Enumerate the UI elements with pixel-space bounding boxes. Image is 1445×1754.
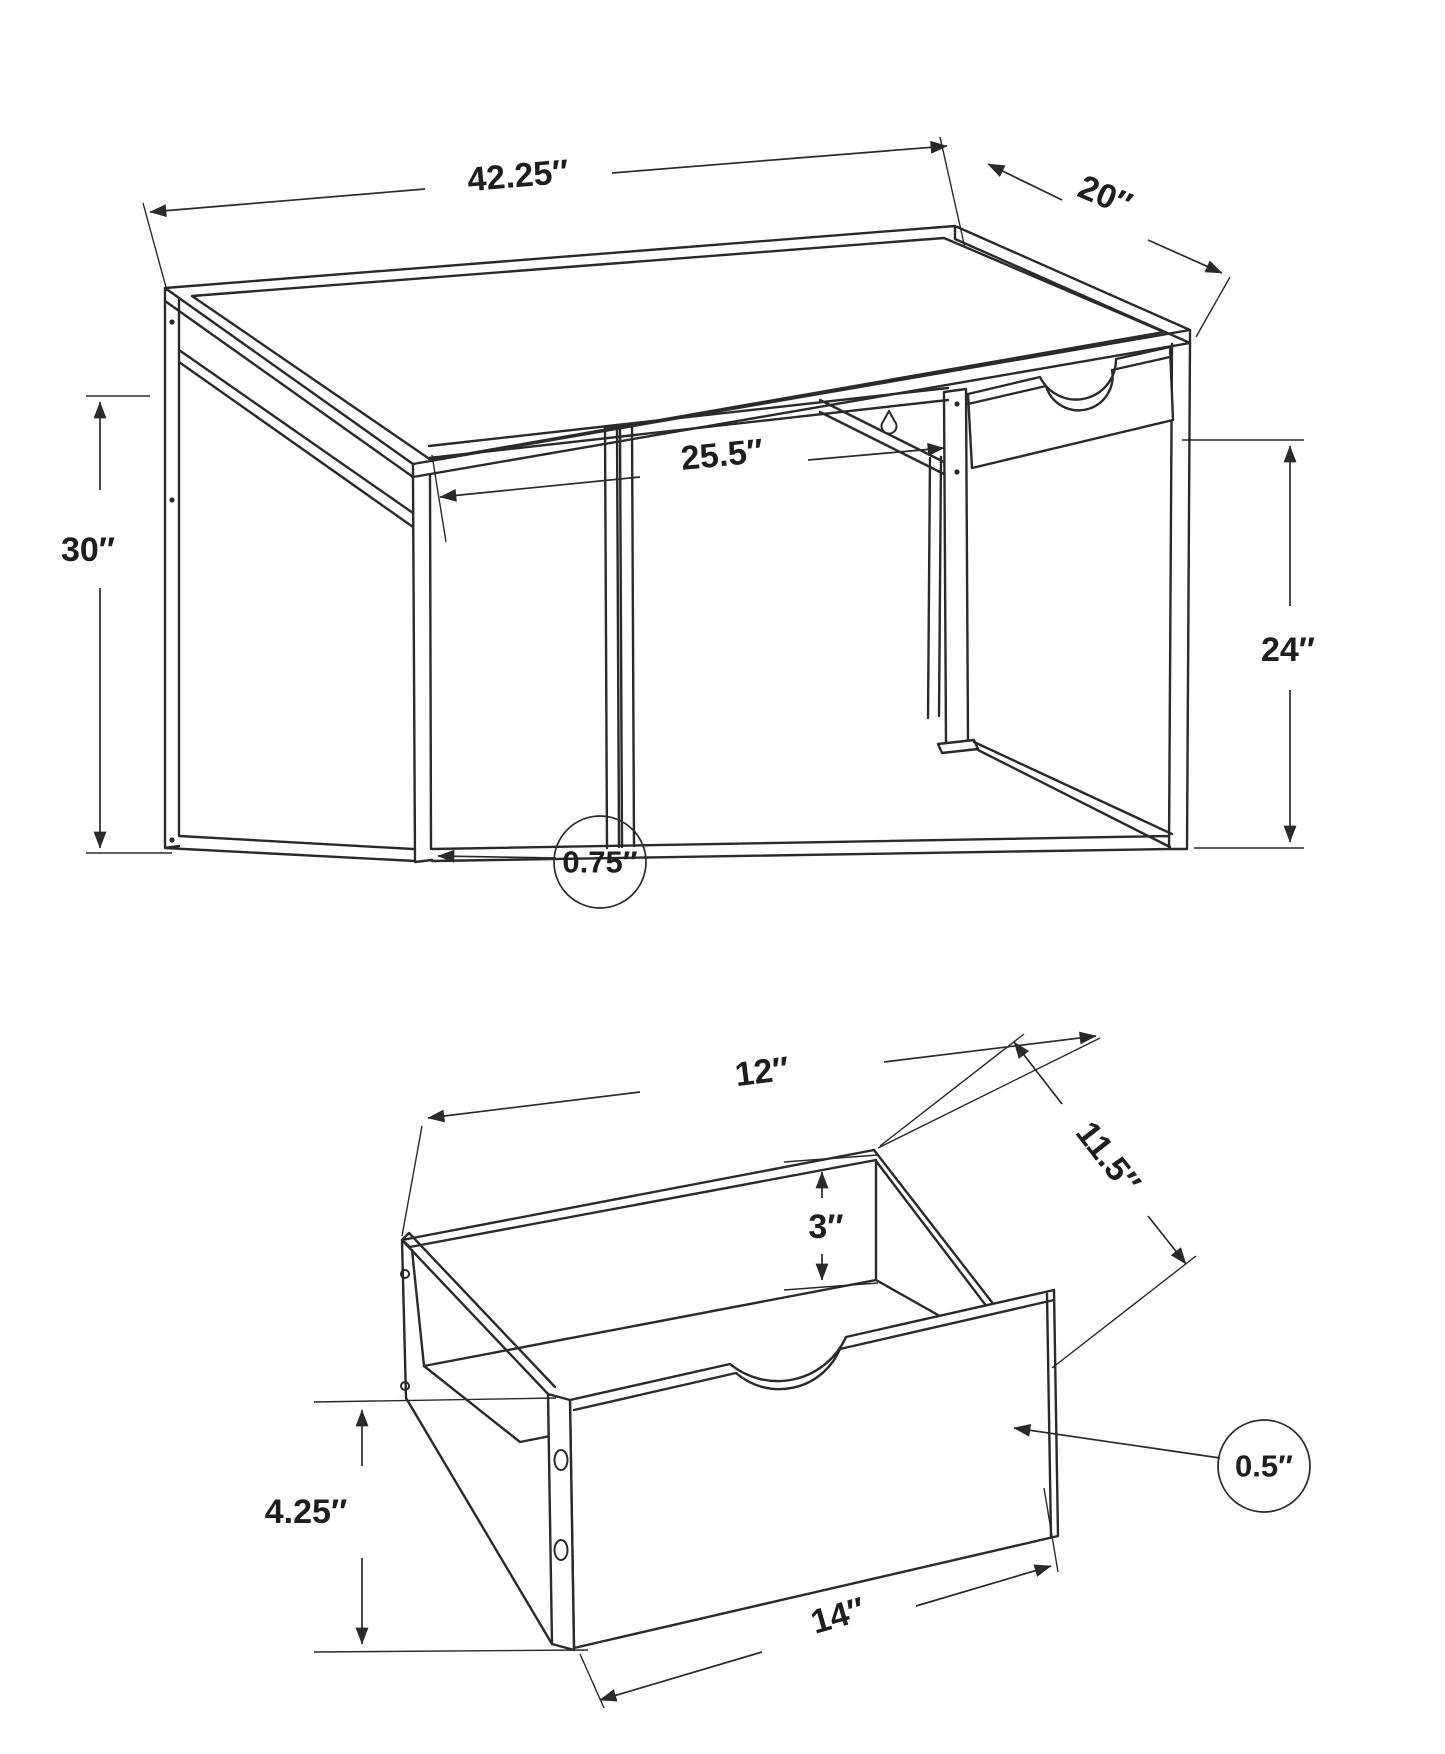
- dimension-line: [150, 189, 425, 212]
- dim-label-back-height: 3″: [808, 1208, 844, 1246]
- keyhole-fitting-icon: [882, 411, 897, 434]
- dimension-line: [428, 1092, 640, 1118]
- extension-line: [86, 396, 172, 853]
- dim-desk-height: [61, 396, 172, 853]
- dim-label-depth: 11.5″: [1068, 1114, 1148, 1202]
- rivet-dot: [169, 319, 174, 324]
- drawer-figure: [265, 1034, 1310, 1708]
- dim-label-leg-clearance: 24″: [1260, 631, 1316, 669]
- dimension-line: [1014, 1042, 1062, 1104]
- extension-line: [1196, 277, 1230, 337]
- dim-label-frame-thickness: 0.75″: [562, 844, 638, 880]
- dimension-line: [884, 1036, 1096, 1062]
- desk-rivet-dots: [169, 319, 959, 842]
- dim-desk-top-depth: [988, 164, 1230, 337]
- dimension-line: [1148, 240, 1222, 273]
- extension-line: [432, 455, 446, 542]
- dim-label-knee-clearance: 25.5″: [679, 432, 765, 478]
- dim-drawer-front-height: [265, 1398, 588, 1652]
- drawer-front-end-cap: [548, 1394, 574, 1650]
- dim-label-front-height: 4.25″: [264, 1493, 348, 1531]
- desk-middle-support: [605, 424, 634, 848]
- rivet-dot: [954, 469, 959, 474]
- dimension-line: [612, 146, 947, 173]
- leader-line: [438, 856, 556, 858]
- dim-label-height: 30″: [60, 531, 116, 569]
- desk-figure: [61, 137, 1315, 908]
- dimension-line: [440, 477, 640, 497]
- rivet-dot: [169, 837, 174, 842]
- drawer-front-panel: [570, 1290, 1058, 1648]
- dim-drawer-back-width: [402, 1036, 1100, 1236]
- dim-label-back-width: 12″: [732, 1049, 792, 1095]
- dim-label-front-width: 14″: [806, 1590, 870, 1642]
- dimension-line: [988, 164, 1062, 200]
- desk-left-frame: [165, 300, 432, 862]
- dimension-line: [600, 1652, 762, 1700]
- dim-desk-leg-clearance: [1182, 440, 1315, 848]
- dimension-line: [808, 448, 944, 460]
- desk-drawer-front: [968, 347, 1173, 468]
- rivet-dot: [169, 497, 174, 502]
- dim-label-top-width: 42.25″: [465, 152, 571, 200]
- rivet-dot: [954, 401, 959, 406]
- callout-frame-thickness: [438, 816, 646, 908]
- dimension-line: [1148, 1216, 1186, 1264]
- dimension-line: [916, 1566, 1051, 1606]
- dim-label-top-depth: 20″: [1072, 167, 1138, 225]
- dim-label-panel-thickness: 0.5″: [1235, 1448, 1293, 1484]
